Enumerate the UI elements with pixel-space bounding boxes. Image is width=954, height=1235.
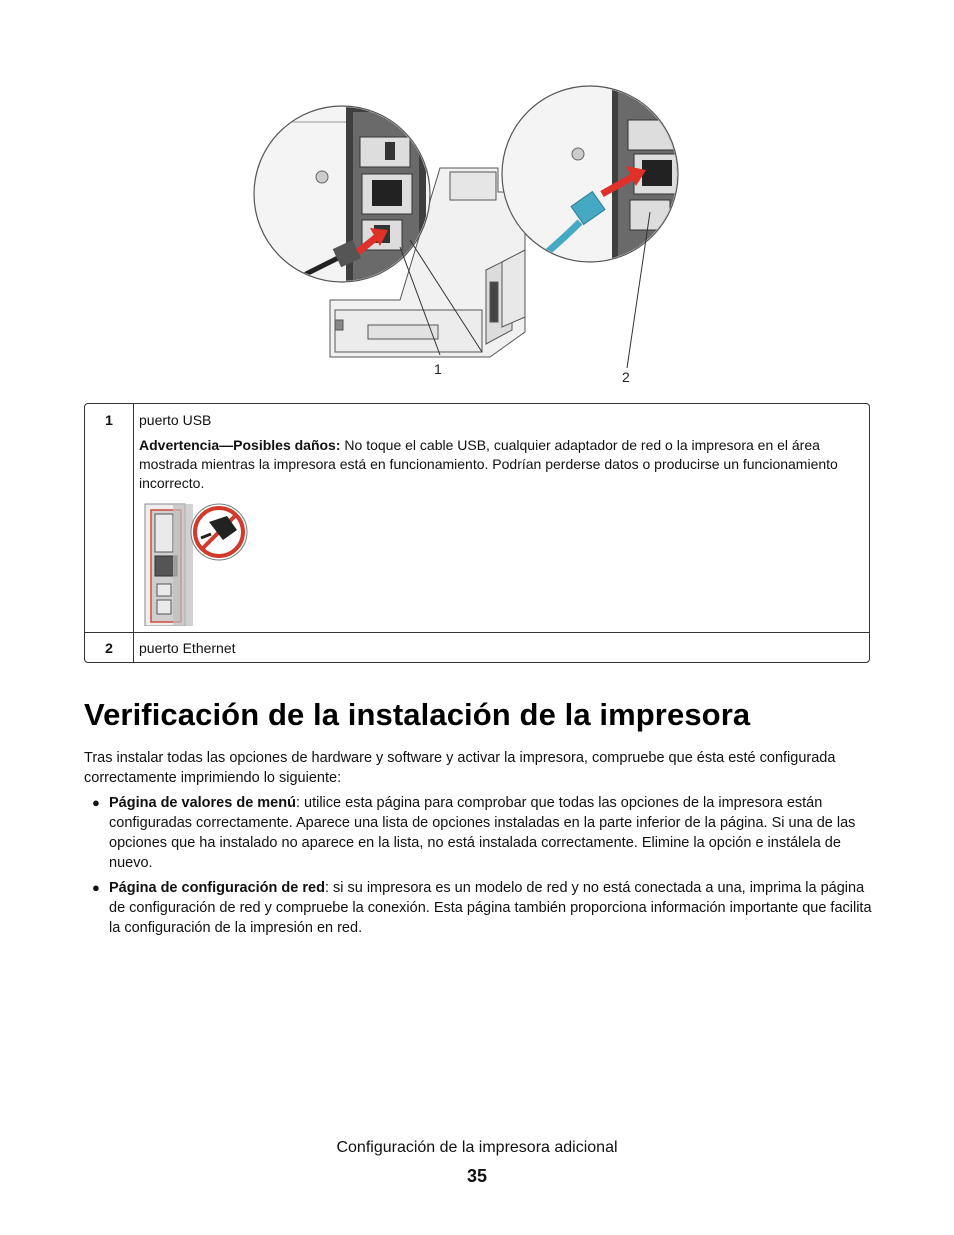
table-row bbox=[85, 404, 869, 632]
bullet-text: : si su impresora es un modelo de red y no está conectada a una, imprima la página de configuración de red y compruebe la conexión. Esta página también proporciona información importante que facilita la configuración de la impresión en red. bbox=[109, 880, 872, 936]
row-label: puerto Ethernet bbox=[134, 632, 869, 662]
bullet-list bbox=[84, 793, 876, 943]
intro-paragraph: Tras instalar todas las opciones de hardware y software y activar la impresora, compruebe que ésta esté configurada correctamente imprimiendo lo siguiente: bbox=[84, 750, 836, 786]
callout-1-label: 1 bbox=[434, 361, 442, 377]
footer-chapter-title bbox=[0, 1139, 954, 1157]
section-title: Verificación de la instalación de la impresora bbox=[84, 697, 751, 732]
bullet-term: Página de valores de menú bbox=[109, 795, 296, 811]
list-item bbox=[84, 793, 876, 873]
bullet-text: : utilice esta página para comprobar que todas las opciones de la impresora están configuradas correctamente. Aparece una lista de opciones instaladas en la parte inferior de la página. Si una de las opciones que ha instalado no aparece en la lista, no está instalada correctamente. Elimine la opción e instálela de nuevo. bbox=[109, 795, 856, 871]
row-number: 1 bbox=[85, 404, 134, 632]
table-row bbox=[85, 632, 869, 662]
warning-text: No toque el cable USB, cualquier adaptador de red o la impresora en el área mostrada mientras la impresora está en funcionamiento. Podrían perderse datos o producirse un funcionamiento incorrecto. bbox=[139, 437, 838, 491]
row-description bbox=[134, 404, 869, 632]
row-label: puerto USB bbox=[139, 412, 212, 428]
callout-2-label: 2 bbox=[622, 369, 630, 385]
page-number: 35 bbox=[466, 1166, 488, 1186]
warning-title: Advertencia—Posibles daños: bbox=[139, 437, 341, 453]
port-legend-table bbox=[84, 403, 870, 663]
do-not-touch-illustration bbox=[139, 500, 251, 626]
row-number: 2 bbox=[85, 632, 134, 662]
bullet-icon: ● bbox=[92, 880, 100, 895]
warning-paragraph bbox=[139, 436, 865, 493]
usb-port-magnifier bbox=[254, 102, 430, 302]
ethernet-port-magnifier bbox=[502, 82, 692, 282]
printer-ports-illustration bbox=[250, 82, 710, 392]
bullet-term: Página de configuración de red bbox=[109, 880, 325, 896]
list-item bbox=[84, 878, 876, 938]
bullet-icon: ● bbox=[92, 795, 100, 810]
footer-chapter-text: Configuración de la impresora adicional bbox=[336, 1139, 618, 1156]
